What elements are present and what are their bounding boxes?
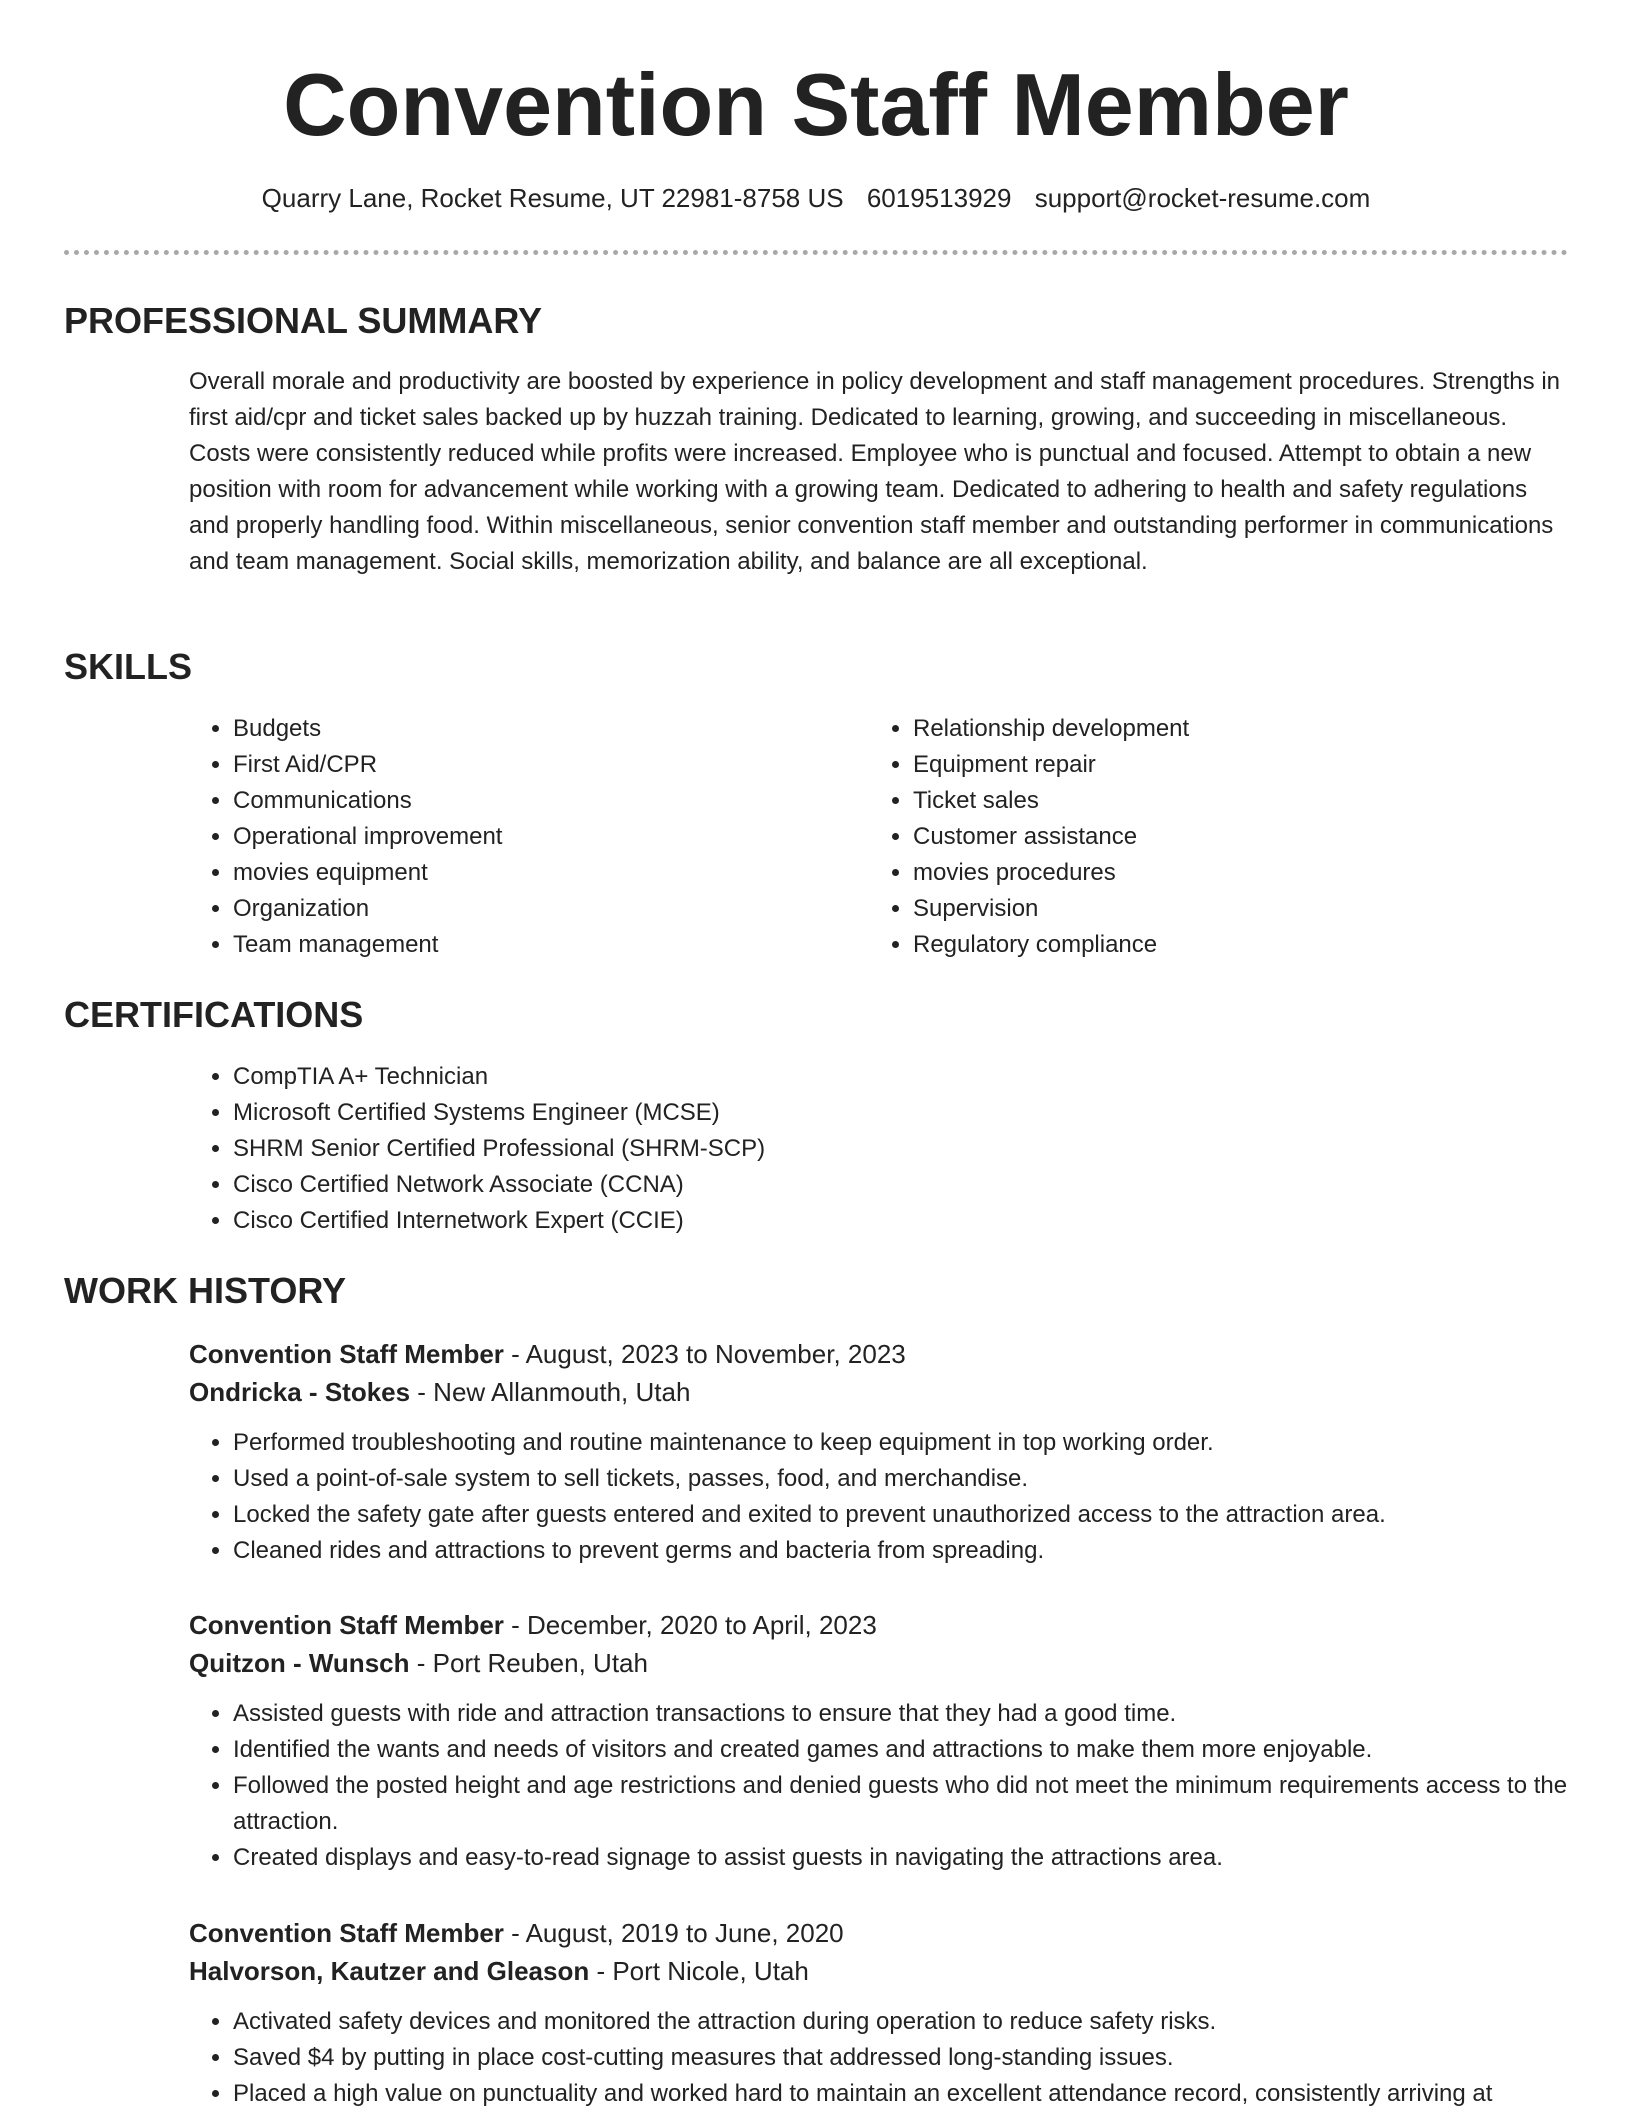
skill-item: • Regulatory compliance xyxy=(913,927,1549,963)
job-company: Quitzon - Wunsch xyxy=(189,1648,410,1678)
skills-column-right xyxy=(869,711,1549,963)
contact-email: support@rocket-resume.com xyxy=(1034,183,1371,213)
summary-heading: PROFESSIONAL SUMMARY xyxy=(64,300,543,341)
job-company: Ondricka - Stokes xyxy=(189,1377,411,1407)
job-bullet: • Cleaned rides and attractions to prevent germs and bacteria from spreading. xyxy=(233,1533,1569,1569)
candidate-name: Convention Staff Member xyxy=(283,55,1349,154)
job-dates: - December, 2020 to April, 2023 xyxy=(503,1610,877,1640)
job-role: Convention Staff Member xyxy=(189,1339,504,1369)
skills-column-left xyxy=(189,711,829,963)
job-bullet: • Saved $4 by putting in place cost-cutting measures that addressed long-standing issues. xyxy=(233,2040,1569,2076)
certifications-list xyxy=(189,1059,765,1239)
skill-item: • Organization xyxy=(233,891,829,927)
job-bullet: • Followed the posted height and age restrictions and denied guests who did not meet the minimum requirements access to the attraction. xyxy=(233,1768,1569,1840)
skill-item: • movies equipment xyxy=(233,855,829,891)
work-history-heading: WORK HISTORY xyxy=(64,1270,347,1311)
job-bullet: • Created displays and easy-to-read signage to assist guests in navigating the attractions area. xyxy=(233,1840,1569,1876)
header-divider xyxy=(64,250,1568,255)
skill-item: • Ticket sales xyxy=(913,783,1549,819)
job-location: - Port Reuben, Utah xyxy=(409,1648,648,1678)
job-company-line xyxy=(189,1644,1569,1682)
skill-item: • Relationship development xyxy=(913,711,1549,747)
job-role: Convention Staff Member xyxy=(189,1918,504,1948)
contact-line xyxy=(0,180,1632,216)
job-dates: - August, 2023 to November, 2023 xyxy=(503,1339,906,1369)
job-role: Convention Staff Member xyxy=(189,1610,504,1640)
job-bullet: • Identified the wants and needs of visitors and created games and attractions to make them more enjoyable. xyxy=(233,1732,1569,1768)
skill-item: • Supervision xyxy=(913,891,1549,927)
job-title-line xyxy=(189,1335,1569,1373)
skills-heading: SKILLS xyxy=(64,646,193,687)
job-location: - New Allanmouth, Utah xyxy=(410,1377,691,1407)
certification-item: • SHRM Senior Certified Professional (SHRM-SCP) xyxy=(233,1131,765,1167)
skill-item: • Team management xyxy=(233,927,829,963)
certification-item: • Cisco Certified Network Associate (CCNA) xyxy=(233,1167,765,1203)
skill-item: • movies procedures xyxy=(913,855,1549,891)
job-dates: - August, 2019 to June, 2020 xyxy=(503,1918,844,1948)
skill-item: • Operational improvement xyxy=(233,819,829,855)
job-bullet: • Activated safety devices and monitored the attraction during operation to reduce safety risks. xyxy=(233,2004,1569,2040)
contact-address: Quarry Lane, Rocket Resume, UT 22981-8758 US xyxy=(261,183,844,213)
contact-phone: 6019513929 xyxy=(866,183,1012,213)
skill-item: • First Aid/CPR xyxy=(233,747,829,783)
certification-item: • Microsoft Certified Systems Engineer (MCSE) xyxy=(233,1095,765,1131)
skill-item: • Equipment repair xyxy=(913,747,1549,783)
job-entry xyxy=(189,1606,1569,1876)
job-bullet: • Placed a high value on punctuality and worked hard to maintain an excellent attendance record, consistently arriving at xyxy=(233,2076,1569,2112)
job-bullet: • Performed troubleshooting and routine maintenance to keep equipment in top working order. xyxy=(233,1425,1569,1461)
job-company-line xyxy=(189,1373,1569,1411)
job-title-line xyxy=(189,1606,1569,1644)
skill-item: • Budgets xyxy=(233,711,829,747)
job-bullet: • Used a point-of-sale system to sell tickets, passes, food, and merchandise. xyxy=(233,1461,1569,1497)
job-entry xyxy=(189,1914,1569,2112)
skill-item: • Customer assistance xyxy=(913,819,1549,855)
certifications-heading: CERTIFICATIONS xyxy=(64,994,364,1035)
job-entry xyxy=(189,1335,1569,1569)
job-company-line xyxy=(189,1952,1569,1990)
certification-item: • CompTIA A+ Technician xyxy=(233,1059,765,1095)
skill-item: • Communications xyxy=(233,783,829,819)
summary-text: Overall morale and productivity are boosted by experience in policy development and staff management procedures. Strengths in first aid/cpr and ticket sales backed up by huzzah training. Dedicated to learning, growing, and succeeding in miscellaneous. Costs were consistently reduced while profits were increased. Employee who is punctual and focused. Attempt to obtain a new position with room for advancement while working with a growing team. Dedicated to adhering to health and safety regulations and properly handling food. Within miscellaneous, senior convention staff member and outstanding performer in communications and team management. Social skills, memorization ability, and balance are all exceptional. xyxy=(189,368,1560,575)
job-bullet: • Assisted guests with ride and attraction transactions to ensure that they had a good time. xyxy=(233,1696,1569,1732)
job-title-line xyxy=(189,1914,1569,1952)
job-location: - Port Nicole, Utah xyxy=(589,1956,809,1986)
job-bullet: • Locked the safety gate after guests entered and exited to prevent unauthorized access to the attraction area. xyxy=(233,1497,1569,1533)
job-company: Halvorson, Kautzer and Gleason xyxy=(189,1956,590,1986)
certification-item: • Cisco Certified Internetwork Expert (CCIE) xyxy=(233,1203,765,1239)
